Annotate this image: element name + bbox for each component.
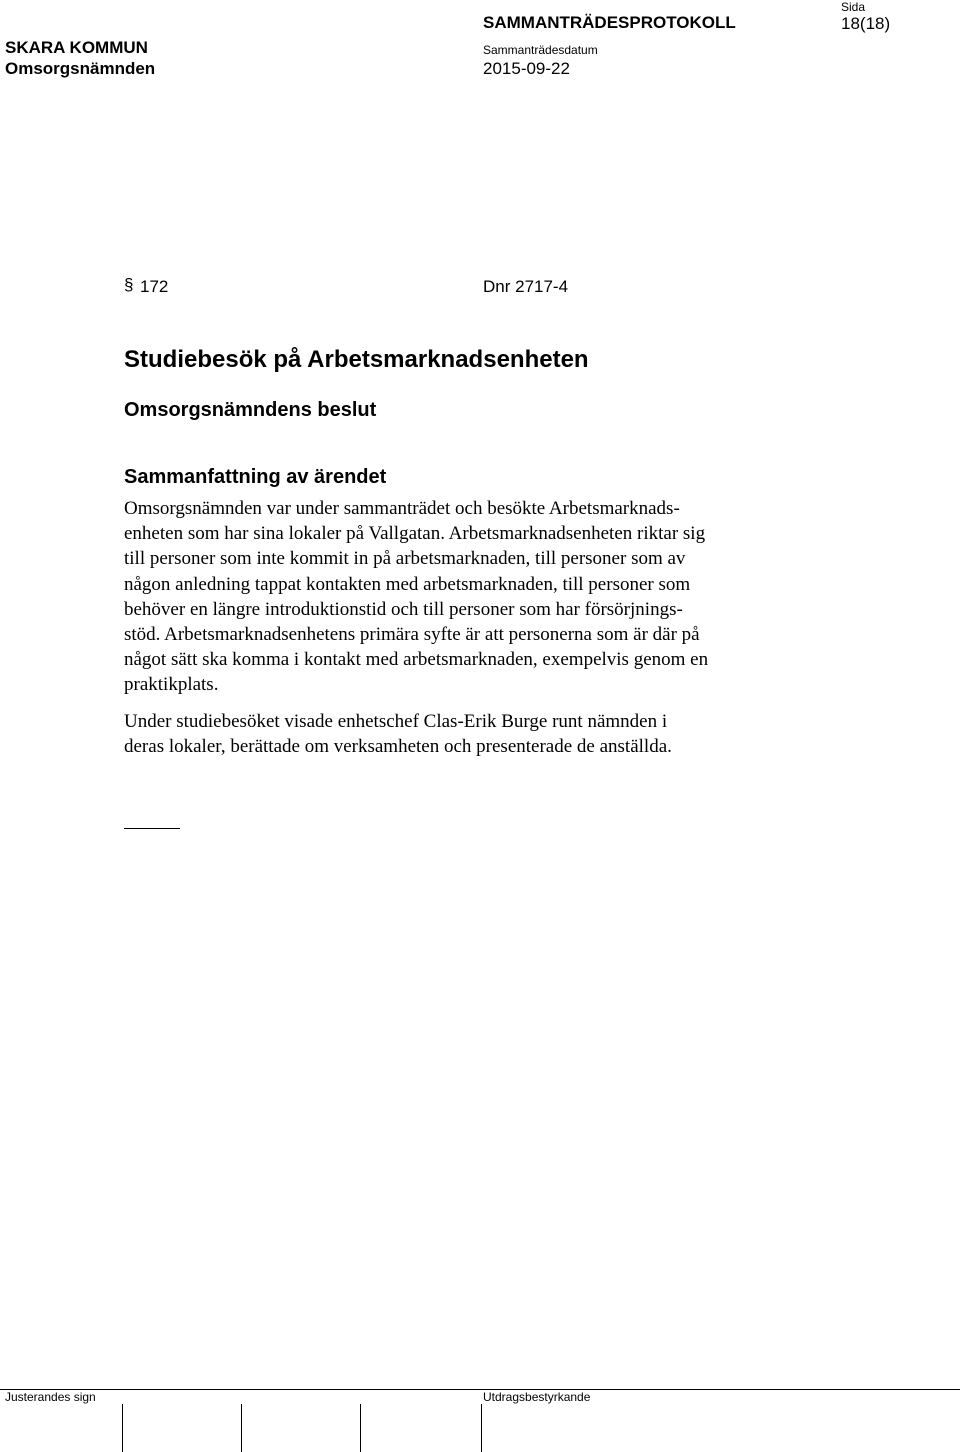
summary-heading: Sammanfattning av ärendet [124, 466, 387, 488]
page-number: 18(18) [841, 14, 891, 33]
summary-line: stöd. Arbetsmarknadsenhetens primära syfte är att personerna som är där på [124, 624, 700, 646]
signature-box-divider [360, 1404, 361, 1452]
signature-box-divider [241, 1404, 242, 1452]
adjuster-signature-label: Justerandes sign [5, 1390, 96, 1404]
document-type: SAMMANTRÄDESPROTOKOLL [483, 13, 736, 32]
page-title: Studiebesök på Arbetsmarknadsenheten [124, 346, 589, 373]
visit-line: Under studiebesöket visade enhetschef Clas-Erik Burge runt nämnden i [124, 711, 668, 732]
meeting-date-label: Sammanträdesdatum [483, 43, 598, 57]
signature-box-divider [122, 1404, 123, 1452]
footer-divider [0, 1389, 960, 1390]
summary-line: till personer som inte kommit in på arbetsmarknaden, till personer som av [124, 548, 686, 570]
visit-line: deras lokaler, berättade om verksamheten och presenterade de anställda. [124, 736, 672, 758]
summary-line: någon anledning tappat kontakten med arbetsmarknaden, till personer som [124, 573, 691, 595]
section-sign: § [124, 275, 134, 294]
end-of-item-rule [124, 828, 180, 829]
summary-line: praktikplats. [124, 674, 219, 696]
visit-paragraph [124, 709, 814, 759]
page-label: Sida [841, 0, 866, 14]
summary-line: enheten som har sina lokaler på Vallgatan. Arbetsmarknadsenheten riktar sig [124, 523, 706, 545]
summary-line: behöver en längre introduktionstid och till personer som har försörjnings- [124, 598, 683, 620]
summary-line: något sätt ska komma i kontakt med arbetsmarknaden, exempelvis genom en [124, 649, 709, 671]
meeting-date: 2015-09-22 [483, 59, 570, 78]
item-number: 172 [140, 277, 169, 296]
organization-name: SKARA KOMMUN [5, 38, 148, 57]
extract-certification-label: Utdragsbestyrkande [483, 1390, 591, 1404]
decision-heading: Omsorgsnämndens beslut [124, 399, 377, 421]
summary-paragraph [124, 496, 814, 698]
summary-line: Omsorgsnämnden var under sammanträdet och besökte Arbetsmarknads- [124, 498, 680, 519]
signature-box-divider [481, 1404, 482, 1452]
diary-reference: Dnr 2717-4 [483, 277, 569, 296]
committee-name: Omsorgsnämnden [5, 59, 156, 78]
